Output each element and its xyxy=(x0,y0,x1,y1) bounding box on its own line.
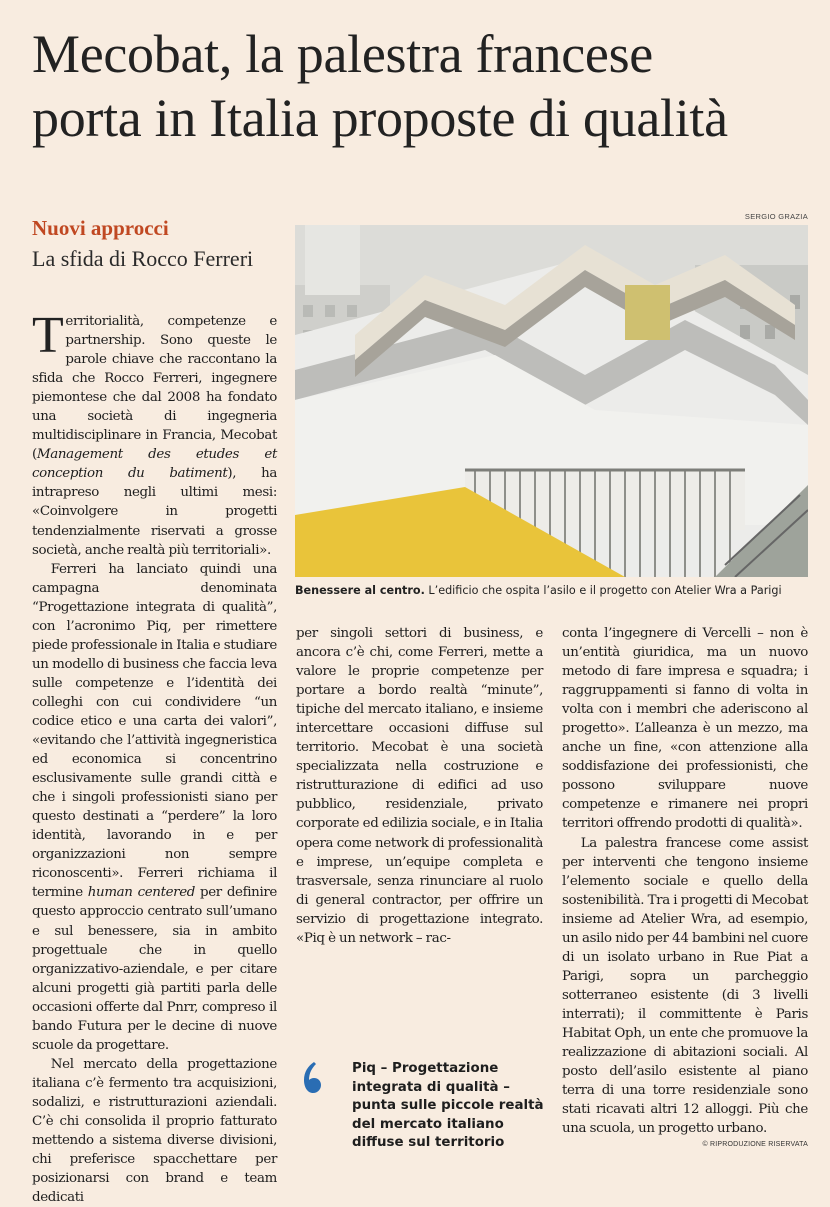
caption-text: L’edificio che ospita l’asilo e il progetto con Atelier Wra a Parigi xyxy=(424,584,782,597)
paragraph-3-continued: per singoli settori di business, e ancora c’è chi, come Ferreri, mette a valore le proprie competenze per portare a bordo realtà “minute”, tipiche del mercato italiano, e insieme intercettare occasioni diffuse sul territorio. Mecobat è una società specializzata nella costruzione e ristrutturazione di edifici ad uso pubblico, residenziale, privato corporate ed edilizia sociale, e in Italia opera come network di professionalità e imprese, un’equipe completa e trasversale, senza rinunciare al ruolo di general contractor, per offrire un servizio di progettazione integrato. «Piq è un network – rac- xyxy=(296,626,543,946)
paragraph-2-text: Ferreri ha lanciato quindi una campagna denominata “Progettazione integrata di qualità”, con l’acronimo Piq, per rimettere piede professionale in Italia e studiare un modello di business che faccia leva sulle competenze e l’identità dei colleghi con cui condividere “un codice etico e una carta dei valori”, «evitando che l’attività ingegneristica ed economica si concentrino esclusivamente sulle grandi città e che i singoli professionisti siano per questo destinati a “perdere” la loro identità, lavorando in e per organizzazioni non sempre riconoscenti». Ferreri richiama il termine xyxy=(32,561,277,901)
paragraph-3: Nel mercato della progettazione italiana c’è fermento tra acquisizioni, sodalizi, e ristrutturazioni aziendali. C’è chi consolida il proprio fatturato mettendo a sistema diverse divisioni, chi preferisce spacchettare per posizionarsi con brand e team dedicati xyxy=(32,1056,277,1206)
headline xyxy=(32,22,822,150)
pull-quote: Piq – Progettazione integrata di qualità – punta sulle piccole realtà del mercato italiano diffuse sul territorio xyxy=(352,1061,544,1151)
building-photo-illustration xyxy=(295,225,808,577)
article-photo xyxy=(295,225,808,577)
kicker: Nuovi approcci xyxy=(32,216,169,240)
headline-line-2: porta in Italia proposte di qualità xyxy=(32,88,728,148)
subtitle: La sfida di Rocco Ferreri xyxy=(32,246,254,271)
article-column-2 xyxy=(296,624,543,948)
article-column-3 xyxy=(562,624,808,1138)
drop-cap: T xyxy=(32,307,64,364)
paragraph-1-italic: Management des etudes et conception du batiment xyxy=(32,447,277,482)
paragraph-1-text: erritorialità, competenze e partnership. Sono queste le parole chiave che raccontano la sfida che Rocco Ferreri, ingegnere piemontese che dal 2008 ha fondato una società di ingegneria multidisciplinare in Francia, Mecobat ( xyxy=(32,314,277,463)
caption-bold: Benessere al centro. xyxy=(295,584,425,597)
quote-icon xyxy=(300,1060,324,1096)
paragraph-2-end: per definire questo approccio centrato sull’umano e sul benessere, sia in ambito progettuale che in quello organizzativo-aziendale, e per citare alcuni progetti già partiti parla delle occasioni offerte dal Pnrr, compreso il bando Futura per le decine di nuove scuole da progettare. xyxy=(32,885,278,1053)
photo-caption xyxy=(295,584,815,597)
headline-line-1: Mecobat, la palestra francese xyxy=(32,24,653,84)
copyright-notice: © RIPRODUZIONE RISERVATA xyxy=(702,1141,808,1148)
paragraph-2 xyxy=(32,560,277,1055)
paragraph-4: La palestra francese come assist per interventi che tengono insieme l’elemento sociale e quello della sostenibilità. Tra i progetti di Mecobat insieme ad Atelier Wra, ad esempio, un asilo nido per 44 bambini nel cuore di un isolato urbano in Rue Piat a Parigi, sopra un parcheggio sotterraneo esistente (di 3 livelli interrati); il committente è Paris Habitat Oph, un ente che promuove la realizzazione di abitazioni sociali. Al posto dell’asilo esistente al piano terra di una torre residenziale sono stati ricavati altri 12 alloggi. Più che una scuola, un progetto urbano. xyxy=(562,835,809,1137)
paragraph-2-italic: human centered xyxy=(87,885,196,901)
photo-credit: SERGIO GRAZIA xyxy=(744,212,808,221)
article-column-1 xyxy=(32,307,278,1207)
paragraph-1-end: ), ha intrapreso negli ultimi mesi: «Coinvolgere in progetti tendenzialmente riservati a grosse società, anche realtà più territoriali». xyxy=(32,466,277,558)
paragraph-1 xyxy=(32,307,277,560)
paragraph-3-continued-2: conta l’ingegnere di Vercelli – non è un’entità giuridica, ma un nuovo metodo di fare impresa e squadra; i raggruppamenti si fanno di volta in volta con i membri che aderiscono al progetto». L’alleanza è un mezzo, ma anche un fine, «con attenzione alla soddisfazione dei professionisti, che possono sviluppare nuove competenze e rimanere nei propri territori offrendo prodotti di qualità». xyxy=(562,626,808,832)
